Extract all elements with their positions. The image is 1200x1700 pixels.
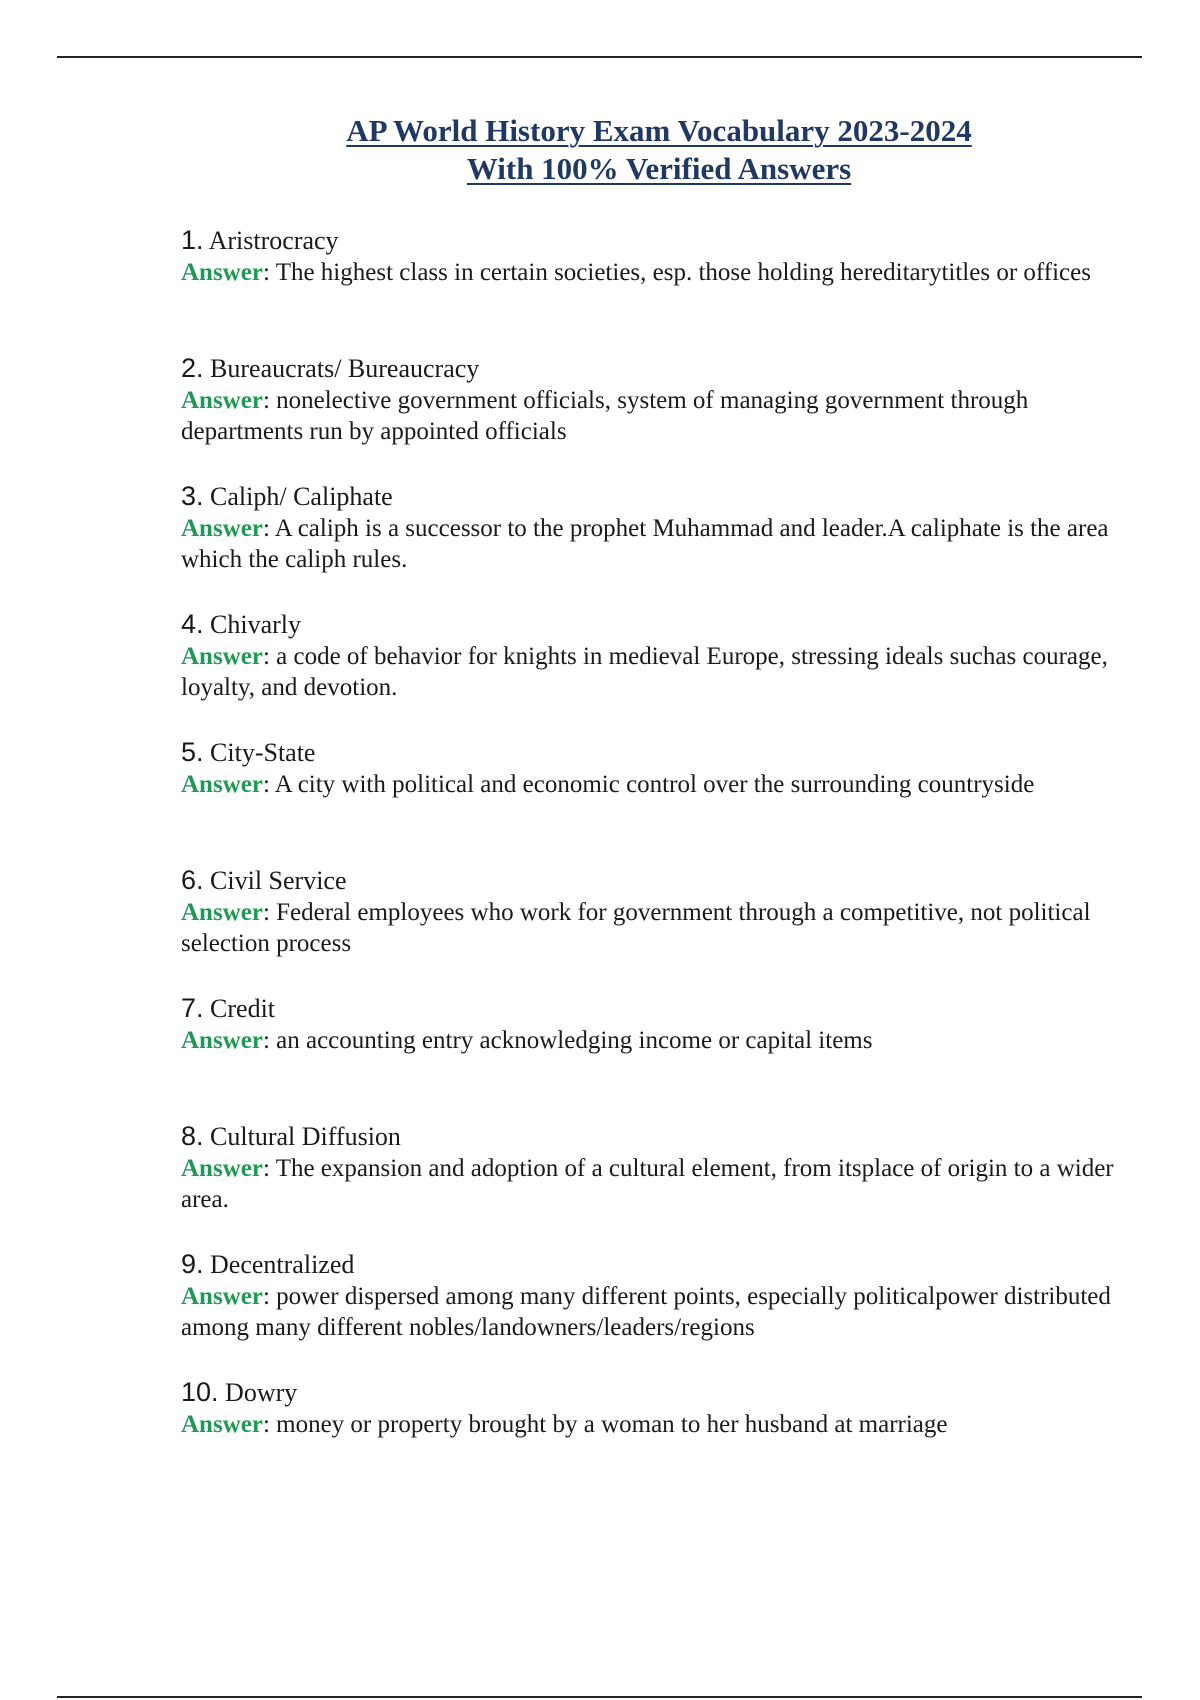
term-line (181, 992, 1141, 1025)
answer-label: Answer (181, 1283, 263, 1310)
answer-text: Answer: The highest class in certain societies, esp. those holding hereditarytitles or offices (181, 259, 1091, 286)
term-number: 4. (181, 609, 204, 639)
term-name: Civil Service (210, 866, 347, 895)
term-number: 3. (181, 481, 204, 511)
answer-text: Answer: nonelective government officials, system of managing government through departments run by appointed officials (181, 387, 1029, 445)
answer-label: Answer (181, 1411, 263, 1438)
answer-label: Answer (181, 899, 263, 926)
answer-text: Answer: Federal employees who work for government through a competitive, not political selection process (181, 899, 1091, 957)
term-number: 6. (181, 865, 204, 895)
term-name: Caliph/ Caliphate (210, 482, 393, 511)
answer-body: a code of behavior for knights in medieval Europe, stressing ideals suchas courage, loyalty, and devotion. (181, 643, 1108, 701)
term-line (181, 1120, 1141, 1153)
answer-text: Answer: A caliph is a successor to the prophet Muhammad and leader.A caliphate is the area which the caliph rules. (181, 515, 1109, 573)
answer-body: money or property brought by a woman to her husband at marriage (276, 1411, 948, 1438)
term-number: 5. (181, 737, 204, 767)
term-name: Dowry (225, 1378, 298, 1407)
answer-text: Answer: A city with political and economic control over the surrounding countryside (181, 771, 1035, 798)
term-line (181, 1376, 1141, 1409)
answer-body: nonelective government officials, system of managing government through departments run by appointed officials (181, 387, 1029, 445)
answer-label: Answer (181, 771, 263, 798)
answer-body: Federal employees who work for government through a competitive, not political selection process (181, 899, 1091, 957)
title-line-1: AP World History Exam Vocabulary 2023-2024 (346, 113, 972, 148)
bottom-divider (57, 1696, 1142, 1698)
term-name: Bureaucrats/ Bureaucracy (210, 354, 480, 383)
term-name: Decentralized (210, 1250, 355, 1279)
answer-body: power dispersed among many different points, especially politicalpower distributed among many different nobles/landowners/leaders/regions (181, 1283, 1111, 1341)
answer-label: Answer (181, 643, 263, 670)
term-number: 8. (181, 1121, 204, 1151)
term-number: 9. (181, 1249, 204, 1279)
term-line (181, 736, 1141, 769)
term-number: 7. (181, 993, 204, 1023)
answer-text: Answer: a code of behavior for knights in medieval Europe, stressing ideals suchas courage, loyalty, and devotion. (181, 643, 1108, 701)
answer-text: Answer: The expansion and adoption of a cultural element, from itsplace of origin to a wider area. (181, 1155, 1114, 1213)
answer-label: Answer (181, 259, 263, 286)
title-line-2: With 100% Verified Answers (466, 151, 852, 186)
vocab-entry (181, 1120, 1141, 1248)
top-divider (57, 56, 1142, 58)
answer-text: Answer: power dispersed among many different points, especially politicalpower distributed among many different nobles/landowners/leaders/regions (181, 1283, 1111, 1341)
answer-body: A caliph is a successor to the prophet Muhammad and leader.A caliphate is the area which the caliph rules. (181, 515, 1109, 573)
vocab-entry (181, 608, 1141, 736)
page-title (0, 112, 1200, 188)
vocab-entry (181, 1248, 1141, 1376)
answer-body: The expansion and adoption of a cultural element, from itsplace of origin to a wider area. (181, 1155, 1114, 1213)
vocab-entry (181, 736, 1141, 864)
vocab-entry (181, 224, 1141, 352)
term-line (181, 224, 1141, 257)
answer-text: Answer: an accounting entry acknowledging income or capital items (181, 1027, 873, 1054)
vocab-entry (181, 352, 1141, 480)
term-number: 1. (181, 225, 204, 255)
answer-label: Answer (181, 515, 263, 542)
term-name: City-State (210, 738, 316, 767)
term-name: Chivarly (210, 610, 302, 639)
term-line (181, 480, 1141, 513)
vocab-entry (181, 992, 1141, 1120)
vocab-entry (181, 480, 1141, 608)
term-line (181, 608, 1141, 641)
answer-body: The highest class in certain societies, esp. those holding hereditarytitles or offices (275, 259, 1091, 286)
term-number: 10. (181, 1377, 219, 1407)
answer-label: Answer (181, 387, 263, 414)
term-name: Aristrocracy (208, 226, 339, 255)
vocab-entry (181, 1376, 1141, 1504)
term-name: Cultural Diffusion (210, 1122, 401, 1151)
answer-text: Answer: money or property brought by a woman to her husband at marriage (181, 1411, 948, 1438)
term-line (181, 864, 1141, 897)
term-line (181, 1248, 1141, 1281)
answer-label: Answer (181, 1155, 263, 1182)
term-line (181, 352, 1141, 385)
answer-body: an accounting entry acknowledging income or capital items (276, 1027, 873, 1054)
term-number: 2. (181, 353, 204, 383)
term-name: Credit (210, 994, 276, 1023)
answer-body: A city with political and economic control over the surrounding countryside (274, 771, 1035, 798)
vocabulary-list (181, 224, 1141, 1504)
answer-label: Answer (181, 1027, 263, 1054)
vocab-entry (181, 864, 1141, 992)
